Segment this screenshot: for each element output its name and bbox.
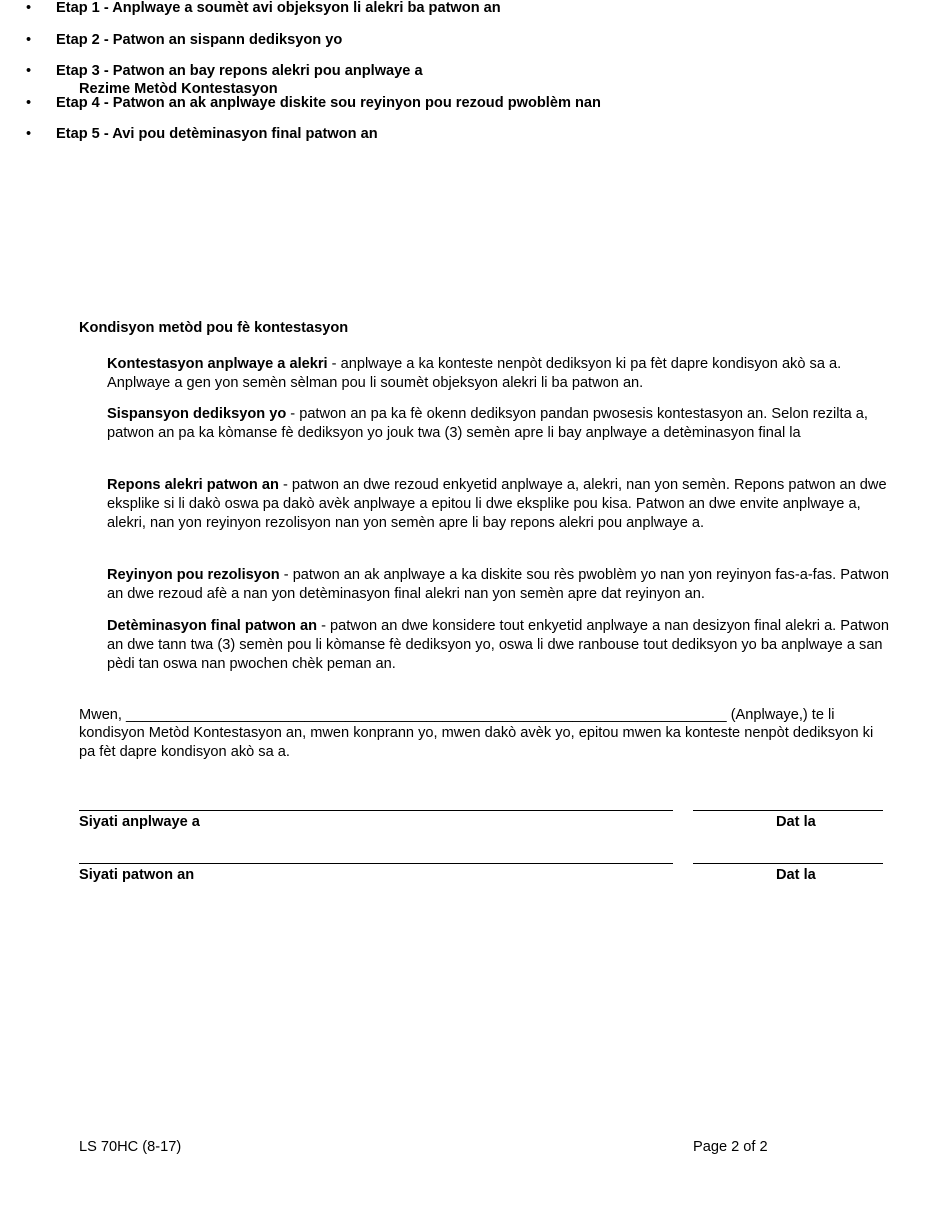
- step-text: Etap 1 - Anplwaye a soumèt avi objeksyon li alekri ba patwon an: [56, 0, 501, 16]
- condition-text: - patwon an pa ka fè okenn dediksyon pandan pwosesis kontestasyon an. Selon rezilta a, patwon an pa ka kòmanse fè dediksyon yo jouk twa (3) semèn apre li bay anplwaye a detèminasyon final la: [107, 406, 868, 441]
- step-text: Etap 5 - Avi pou detèminasyon final patwon an: [56, 126, 378, 143]
- bullet-icon: •: [26, 126, 32, 143]
- applicant-signature-label: Siyati anplwaye a: [79, 814, 200, 830]
- step-item: [0, 32, 950, 64]
- condition-term: Reyinyon pou rezolisyon: [107, 567, 280, 583]
- steps-list: [0, 0, 950, 158]
- conditions-title: Kondisyon metòd pou fè kontestasyon: [79, 320, 349, 336]
- condition-paragraph: [107, 405, 892, 443]
- condition-paragraph: [107, 355, 892, 393]
- employer-date-line[interactable]: [693, 863, 883, 864]
- employer-signature-line[interactable]: [79, 863, 673, 864]
- condition-term: Kontestasyon anplwaye a alekri: [107, 356, 328, 372]
- condition-text: - patwon an dwe rezoud enkyetid anplwaye a, alekri, nan yon semèn. Repons patwon an dwe eksplike si li dakò oswa pa dakò avèk anplwaye a epitou li dwe eksplike pou kisa. Patwon an dwe envite anplwaye a, alekri, nan yon reyinyon rezolisyon nan yon semèn apre li bay repons alekri pou anplwaye a.: [107, 477, 887, 531]
- condition-text: - patwon an dwe konsidere tout enkyetid anplwaye a nan desizyon final alekri a. Patwon an dwe tann twa (3) semèn pou li kòmanse fè dediksyon yo, oswa li dwe ranbouse tout dediksyon yo ba anplwaye a san pèdi tan oswa nan pwochen chèk peman an.: [107, 618, 889, 672]
- applicant-date-line[interactable]: [693, 810, 883, 811]
- condition-term: Sispansyon dediksyon yo: [107, 406, 287, 422]
- step-item: [0, 126, 950, 158]
- bullet-icon: •: [26, 94, 32, 111]
- agreement-statement: Mwen, __________________________________________________________________________ (Anplwaye,) te li kondisyon Metòd Kontestasyon an, mwen konprann yo, mwen dakò avèk yo, epitou mwen ka konteste nenpòt dediksyon ki pa fèt dapre kondisyon akò sa a.: [79, 707, 874, 760]
- condition-paragraph: [107, 476, 892, 533]
- step-text: Etap 2 - Patwon an sispann dediksyon yo: [56, 31, 343, 48]
- applicant-date-label: Dat la: [776, 814, 816, 830]
- condition-term: Detèminasyon final patwon an: [107, 618, 318, 634]
- summary-title: Rezime Metòd Kontestasyon: [79, 81, 278, 97]
- condition-paragraph: [107, 617, 892, 674]
- step-text: Etap 3 - Patwon an bay repons alekri pou anplwaye a: [56, 63, 423, 80]
- condition-paragraph: [107, 566, 892, 604]
- applicant-signature-line[interactable]: [79, 810, 673, 811]
- step-item: [0, 95, 950, 127]
- condition-text: - anplwaye a ka konteste nenpòt dediksyon ki pa fèt dapre kondisyon akò sa a. Anplwaye a gen yon semèn sèlman pou li soumèt objeksyon alekri li ba patwon an.: [107, 356, 842, 391]
- employer-signature-label: Siyati patwon an: [79, 867, 195, 883]
- step-item: [0, 63, 950, 95]
- bullet-icon: •: [26, 31, 32, 48]
- bullet-icon: •: [26, 0, 32, 16]
- form-id: LS 70HC (8-17): [79, 1139, 182, 1155]
- condition-term: Repons alekri patwon an: [107, 477, 279, 493]
- condition-text: - patwon an ak anplwaye a ka diskite sou rès pwoblèm yo nan yon reyinyon fas-a-fas. Patwon an dwe rezoud afè a nan yon detèminasyon final alekri nan yon semèn apre dat reyinyon an.: [107, 567, 889, 602]
- page-number: Page 2 of 2: [693, 1139, 768, 1155]
- bullet-icon: •: [26, 63, 32, 80]
- employer-date-label: Dat la: [776, 867, 816, 883]
- step-text: Etap 4 - Patwon an ak anplwaye diskite sou reyinyon pou rezoud pwoblèm nan: [56, 94, 601, 111]
- step-item: [0, 0, 950, 32]
